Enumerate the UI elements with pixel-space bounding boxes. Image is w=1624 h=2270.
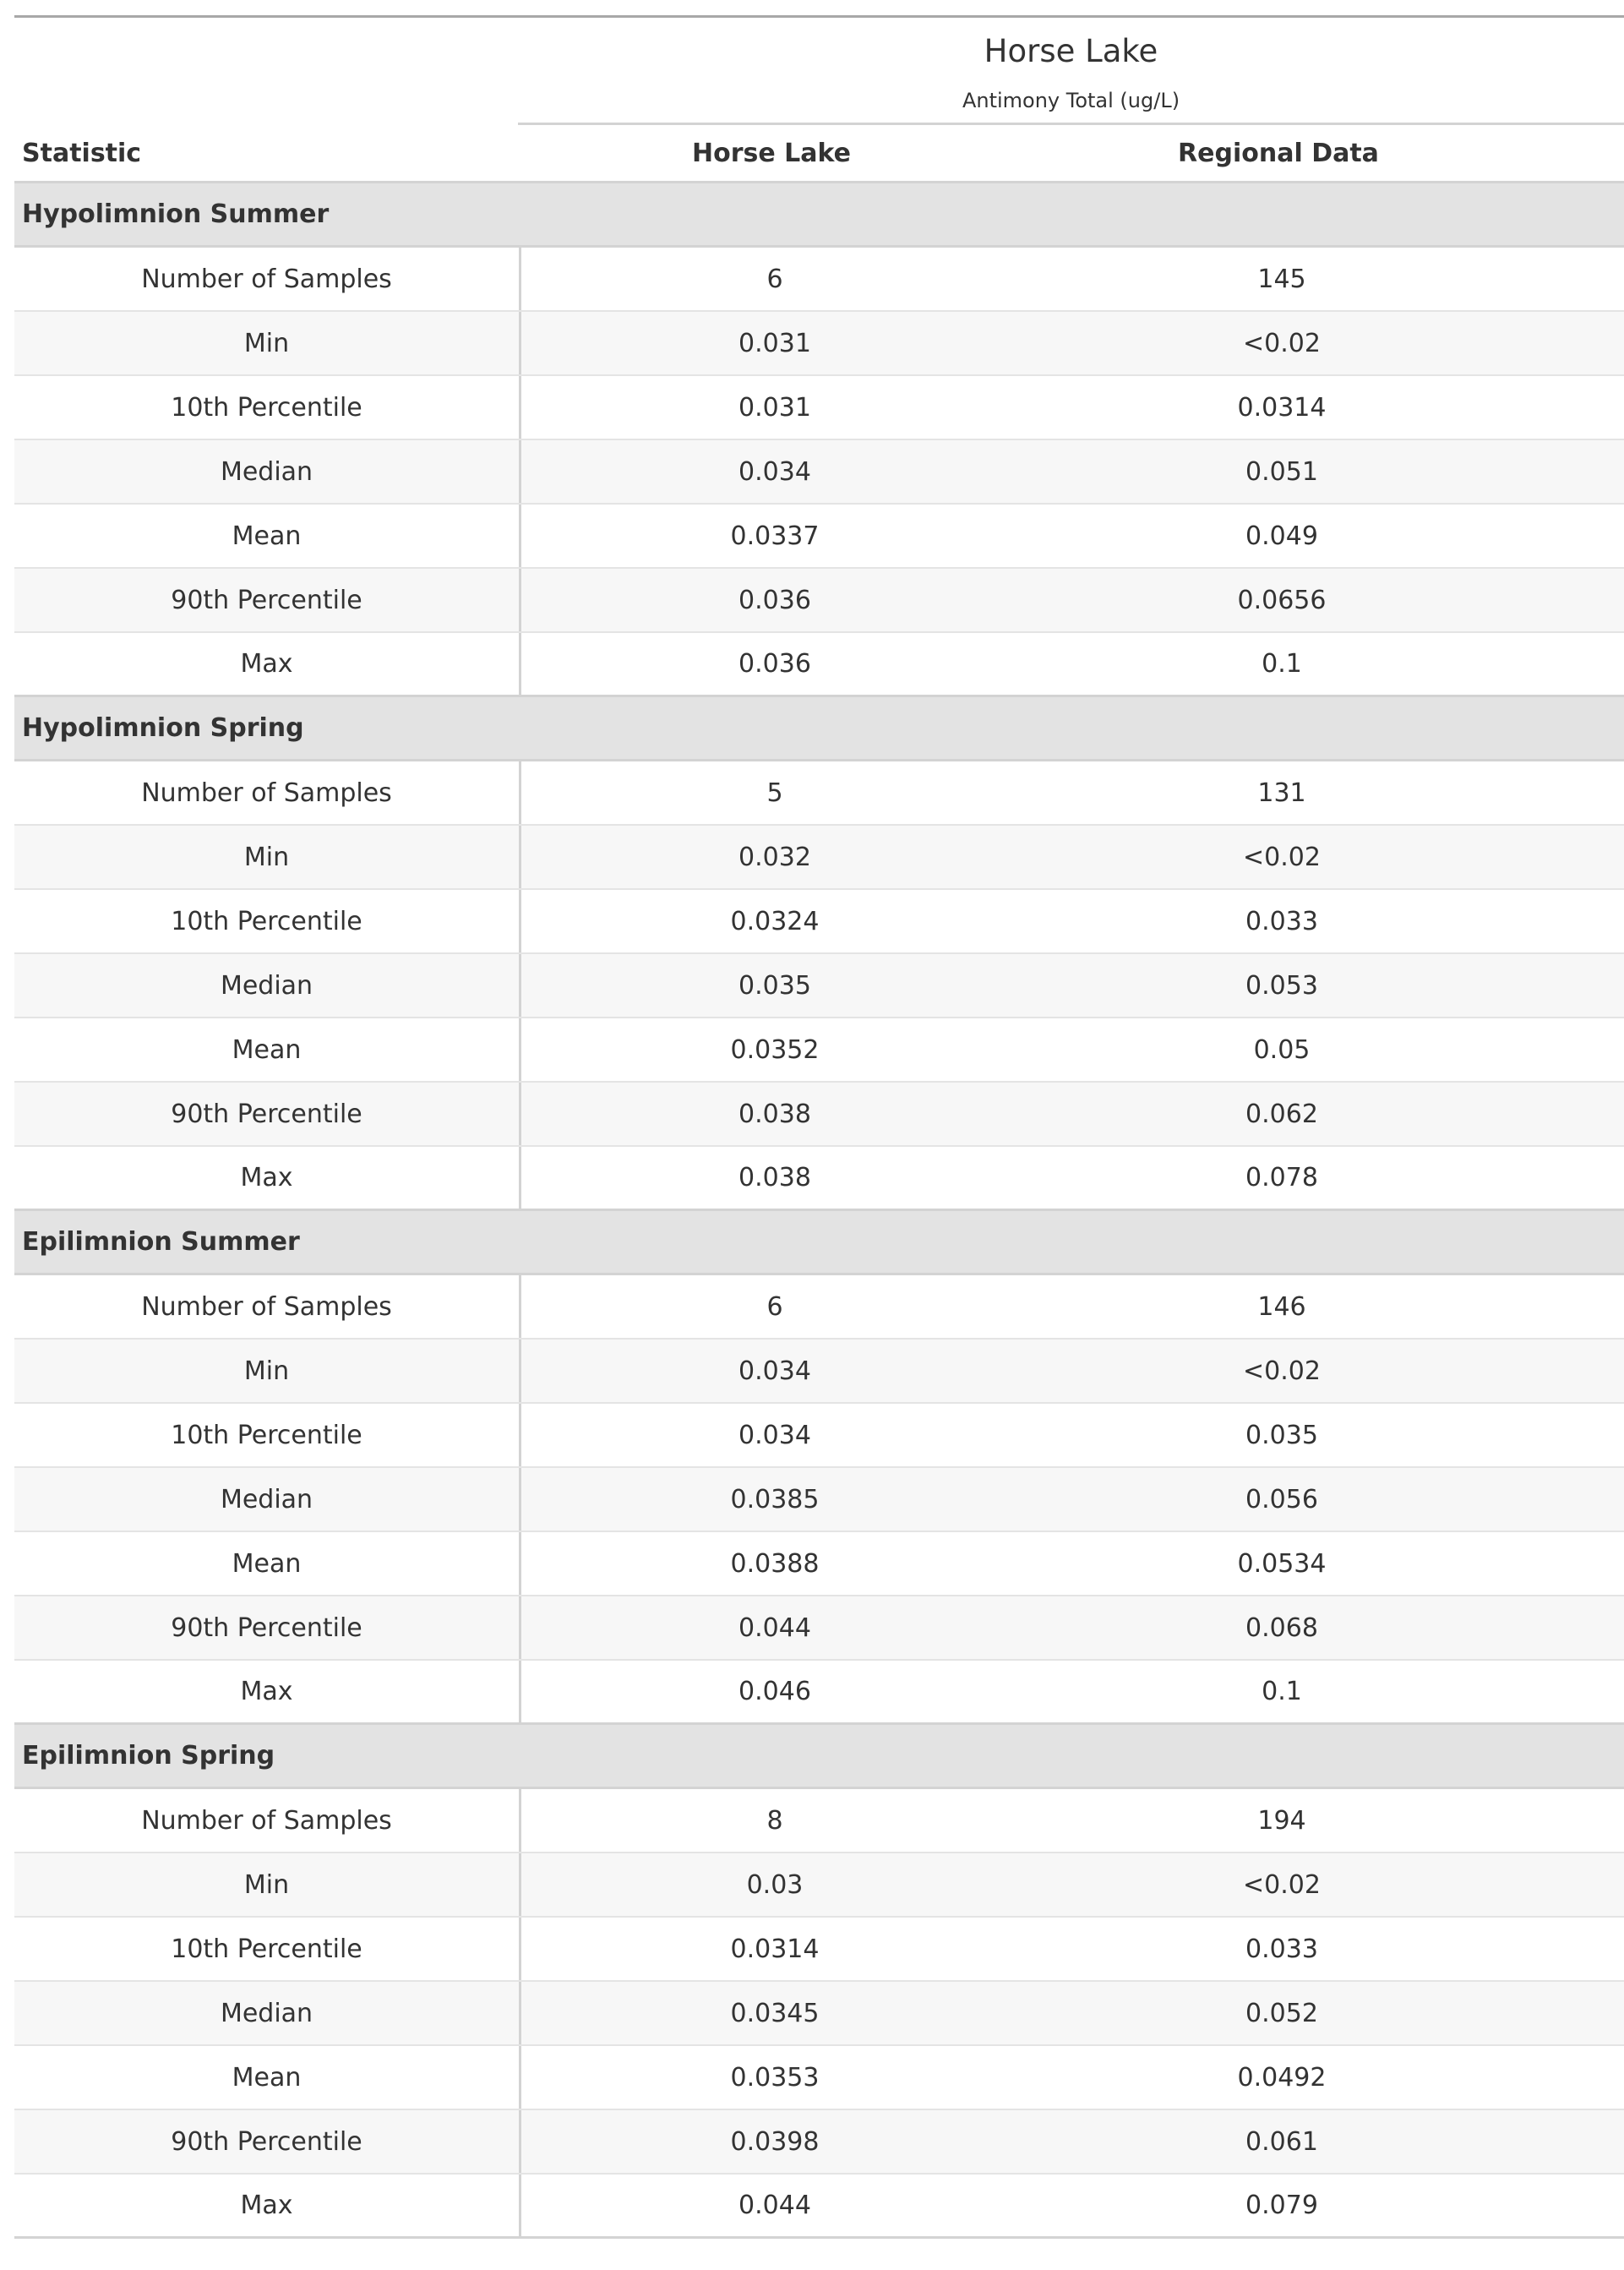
table-row (14, 2046, 1624, 2110)
stat-label-cell: Min (14, 826, 521, 888)
stat-label-cell: Max (14, 2175, 521, 2236)
table-row (14, 1532, 1624, 1596)
lake-value-cell: 0.038 (738, 1163, 811, 1192)
stat-label-cell: Max (14, 1147, 521, 1209)
column-header-statistic: Statistic (22, 138, 142, 168)
table-row (14, 1468, 1624, 1532)
regional-value-cell: 0.035 (1245, 1420, 1318, 1450)
group-rows (14, 1789, 1624, 2239)
table-row (14, 248, 1624, 312)
stat-label-cell: Median (14, 1982, 521, 2044)
regional-value-cell: <0.02 (1243, 1356, 1321, 1386)
stat-label-cell: 90th Percentile (14, 569, 521, 631)
table-row (14, 440, 1624, 505)
table-row (14, 1404, 1624, 1468)
lake-value-cell: 0.036 (738, 585, 811, 615)
table-row (14, 1853, 1624, 1918)
regional-value-cell: 0.053 (1245, 970, 1318, 1001)
table-row (14, 1918, 1624, 1982)
table-row (14, 1982, 1624, 2046)
regional-value-cell: <0.02 (1243, 328, 1321, 358)
table-row (14, 826, 1624, 890)
table-row (14, 2110, 1624, 2175)
stat-label-cell: Min (14, 312, 521, 374)
table-row (14, 633, 1624, 697)
lake-value-cell: 5 (766, 778, 783, 808)
stat-label-cell: Max (14, 633, 521, 695)
stat-label-cell: Min (14, 1853, 521, 1916)
table-row (14, 954, 1624, 1018)
regional-value-cell: 194 (1257, 1805, 1306, 1836)
regional-value-cell: 0.033 (1245, 906, 1318, 936)
table-row (14, 2175, 1624, 2239)
regional-value-cell: <0.02 (1243, 1869, 1321, 1900)
regional-value-cell: 0.061 (1245, 2126, 1318, 2157)
group-rows (14, 761, 1624, 1211)
lake-value-cell: 0.0385 (730, 1484, 820, 1514)
lake-value-cell: 6 (766, 1291, 783, 1322)
lake-value-cell: 0.0352 (730, 1034, 820, 1065)
regional-value-cell: 131 (1257, 778, 1306, 808)
table-row (14, 1083, 1624, 1147)
table-subtitle: Antimony Total (ug/L) (962, 89, 1180, 112)
stat-label-cell: Max (14, 1661, 521, 1722)
table-row (14, 1340, 1624, 1404)
column-header-row (14, 125, 1624, 183)
lake-value-cell: 0.0337 (730, 521, 820, 551)
table-row (14, 1596, 1624, 1661)
lake-value-cell: 0.031 (738, 392, 811, 423)
lake-value-cell: 0.044 (738, 2191, 811, 2220)
lake-value-cell: 0.0345 (730, 1998, 820, 2028)
stat-label-cell: 10th Percentile (14, 1918, 521, 1980)
lake-value-cell: 0.031 (738, 328, 811, 358)
table-row (14, 376, 1624, 440)
stat-label-cell: Median (14, 440, 521, 503)
stat-label-cell: Min (14, 1340, 521, 1402)
regional-value-cell: 0.0492 (1237, 2062, 1327, 2093)
lake-value-cell: 0.035 (738, 970, 811, 1001)
lake-value-cell: 6 (766, 264, 783, 294)
stat-label-cell: Mean (14, 2046, 521, 2109)
table-row (14, 1018, 1624, 1083)
lake-value-cell: 0.0314 (730, 1934, 820, 1964)
stat-label-cell: Mean (14, 505, 521, 567)
table-title: Horse Lake (984, 33, 1158, 69)
regional-value-cell: 0.068 (1245, 1612, 1318, 1643)
regional-value-cell: 0.033 (1245, 1934, 1318, 1964)
stat-label-cell: 90th Percentile (14, 2110, 521, 2173)
regional-value-cell: 0.078 (1245, 1163, 1318, 1192)
regional-value-cell: 0.056 (1245, 1484, 1318, 1514)
lake-value-cell: 0.036 (738, 649, 811, 679)
regional-value-cell: 0.051 (1245, 456, 1318, 487)
table-row (14, 1147, 1624, 1211)
group-heading: Epilimnion Summer (14, 1211, 1624, 1275)
regional-value-cell: 0.0314 (1237, 392, 1327, 423)
group-heading: Hypolimnion Spring (14, 697, 1624, 761)
table-row (14, 569, 1624, 633)
table-row (14, 505, 1624, 569)
regional-value-cell: 0.049 (1245, 521, 1318, 551)
regional-value-cell: 0.0534 (1237, 1548, 1327, 1579)
group-heading: Hypolimnion Summer (14, 183, 1624, 248)
stat-label-cell: 10th Percentile (14, 376, 521, 439)
stat-label-cell: Number of Samples (14, 1275, 521, 1338)
regional-value-cell: 0.052 (1245, 1998, 1318, 2028)
lake-value-cell: 0.044 (738, 1612, 811, 1643)
stat-label-cell: 90th Percentile (14, 1083, 521, 1145)
lake-value-cell: 0.038 (738, 1099, 811, 1129)
column-header-lake: Horse Lake (691, 138, 851, 168)
stat-label-cell: Number of Samples (14, 248, 521, 310)
lake-value-cell: 0.0388 (730, 1548, 820, 1579)
table-row (14, 1275, 1624, 1340)
groups-container (14, 183, 1624, 2239)
regional-value-cell: 0.05 (1253, 1034, 1311, 1065)
lake-value-cell: 0.034 (738, 456, 811, 487)
stats-table (14, 15, 1624, 2239)
stat-label-cell: 90th Percentile (14, 1596, 521, 1659)
stat-label-cell: Number of Samples (14, 1789, 521, 1852)
table-row (14, 1789, 1624, 1853)
regional-value-cell: 145 (1257, 264, 1306, 294)
lake-value-cell: 0.03 (746, 1869, 804, 1900)
group-rows (14, 1275, 1624, 1725)
table-row (14, 1661, 1624, 1725)
stat-label-cell: Mean (14, 1532, 521, 1595)
regional-value-cell: 0.062 (1245, 1099, 1318, 1129)
lake-value-cell: 0.0324 (730, 906, 820, 936)
group-heading: Epilimnion Spring (14, 1725, 1624, 1789)
regional-value-cell: 0.1 (1262, 1677, 1302, 1706)
regional-value-cell: 0.1 (1262, 649, 1302, 679)
lake-value-cell: 0.034 (738, 1356, 811, 1386)
lake-value-cell: 0.034 (738, 1420, 811, 1450)
regional-value-cell: <0.02 (1243, 842, 1321, 872)
title-block (518, 18, 1624, 123)
group-rows (14, 248, 1624, 697)
regional-value-cell: 146 (1257, 1291, 1306, 1322)
lake-value-cell: 0.046 (738, 1677, 811, 1706)
stat-label-cell: Median (14, 1468, 521, 1531)
lake-value-cell: 0.0353 (730, 2062, 820, 2093)
lake-value-cell: 0.032 (738, 842, 811, 872)
regional-value-cell: 0.0656 (1237, 585, 1327, 615)
column-header-regional: Regional Data (1178, 138, 1379, 168)
table-row (14, 761, 1624, 826)
lake-value-cell: 0.0398 (730, 2126, 820, 2157)
stat-label-cell: Number of Samples (14, 761, 521, 824)
stat-label-cell: Mean (14, 1018, 521, 1081)
table-row (14, 312, 1624, 376)
stat-label-cell: 10th Percentile (14, 1404, 521, 1466)
regional-value-cell: 0.079 (1245, 2191, 1318, 2220)
lake-value-cell: 8 (766, 1805, 783, 1836)
stat-label-cell: Median (14, 954, 521, 1017)
table-row (14, 890, 1624, 954)
stat-label-cell: 10th Percentile (14, 890, 521, 952)
